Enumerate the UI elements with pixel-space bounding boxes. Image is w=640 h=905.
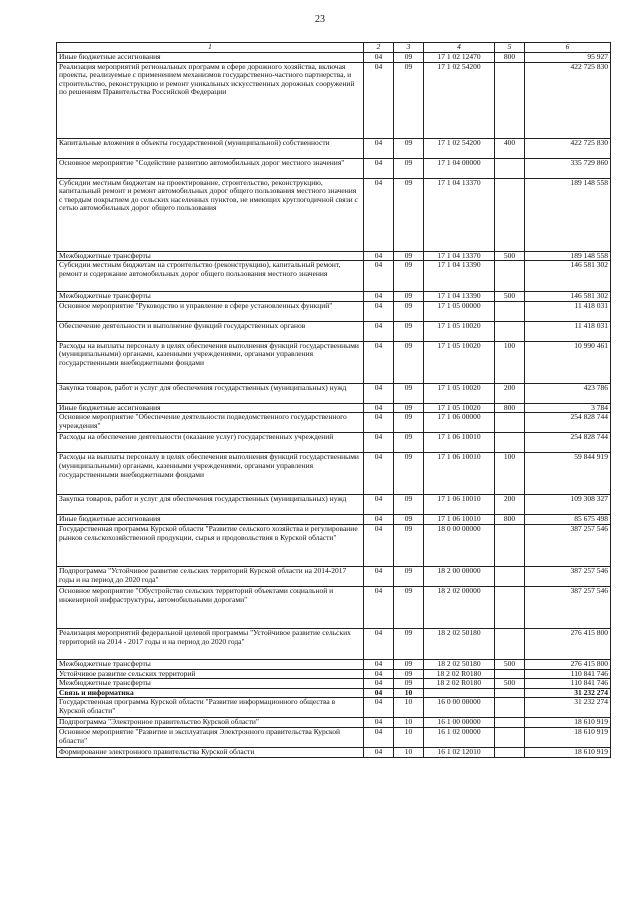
cell-expense-type: 800 bbox=[495, 403, 525, 413]
cell-amount: 18 610 919 bbox=[525, 747, 611, 757]
cell-expense-type: 200 bbox=[495, 383, 525, 403]
cell-section: 04 bbox=[364, 566, 394, 586]
cell-section: 04 bbox=[364, 679, 394, 689]
cell-amount: 276 415 800 bbox=[525, 628, 611, 659]
cell-amount: 189 148 558 bbox=[525, 178, 611, 251]
table-header-row bbox=[57, 43, 611, 53]
cell-subsection: 09 bbox=[394, 669, 424, 679]
cell-name: Подпрограмма "Электронное правительство Курской области" bbox=[57, 718, 364, 728]
cell-expense-type bbox=[495, 433, 525, 453]
cell-expense-type bbox=[495, 62, 525, 138]
cell-expense-type bbox=[495, 178, 525, 251]
table-row bbox=[57, 341, 611, 383]
cell-subsection: 10 bbox=[394, 698, 424, 718]
cell-name: Основное мероприятие "Обустройство сельских территорий объектами социальной и инженерной инфраструктуры, автомобильными дорогами" bbox=[57, 586, 364, 628]
cell-amount: 254 828 744 bbox=[525, 433, 611, 453]
cell-amount: 31 232 274 bbox=[525, 688, 611, 698]
table-row bbox=[57, 178, 611, 251]
cell-section: 04 bbox=[364, 403, 394, 413]
cell-subsection: 09 bbox=[394, 566, 424, 586]
cell-name: Основное мероприятие "Руководство и управление в сфере установленных функций" bbox=[57, 301, 364, 321]
cell-expense-type bbox=[495, 727, 525, 747]
cell-section: 04 bbox=[364, 515, 394, 525]
table-row bbox=[57, 495, 611, 515]
table-row bbox=[57, 138, 611, 158]
cell-section: 04 bbox=[364, 62, 394, 138]
cell-expense-type bbox=[495, 718, 525, 728]
cell-name: Расходы на обеспечение деятельности (оказание услуг) государственных учреждений bbox=[57, 433, 364, 453]
cell-amount: 95 927 bbox=[525, 53, 611, 63]
cell-expense-type: 100 bbox=[495, 453, 525, 495]
cell-amount: 422 725 830 bbox=[525, 62, 611, 138]
cell-amount: 276 415 800 bbox=[525, 659, 611, 669]
table-row bbox=[57, 292, 611, 302]
header-col-vr: 5 bbox=[495, 43, 525, 53]
cell-expense-type bbox=[495, 586, 525, 628]
table-row bbox=[57, 321, 611, 341]
cell-section: 04 bbox=[364, 669, 394, 679]
table-row bbox=[57, 413, 611, 433]
cell-section: 04 bbox=[364, 158, 394, 178]
cell-amount: 11 418 031 bbox=[525, 301, 611, 321]
cell-section: 04 bbox=[364, 251, 394, 261]
table-row bbox=[57, 698, 611, 718]
cell-target-article: 16 1 02 12010 bbox=[424, 747, 495, 757]
header-col-csr: 4 bbox=[424, 43, 495, 53]
cell-target-article: 17 1 06 10010 bbox=[424, 495, 495, 515]
cell-target-article: 17 1 04 00000 bbox=[424, 158, 495, 178]
cell-target-article: 17 1 02 54200 bbox=[424, 62, 495, 138]
cell-section: 04 bbox=[364, 261, 394, 292]
cell-subsection: 09 bbox=[394, 413, 424, 433]
cell-expense-type bbox=[495, 628, 525, 659]
cell-target-article: 17 1 05 10020 bbox=[424, 383, 495, 403]
cell-subsection: 09 bbox=[394, 679, 424, 689]
cell-amount: 18 610 919 bbox=[525, 727, 611, 747]
cell-expense-type: 400 bbox=[495, 138, 525, 158]
cell-subsection: 09 bbox=[394, 628, 424, 659]
cell-target-article: 18 2 02 R0180 bbox=[424, 679, 495, 689]
cell-amount: 387 257 546 bbox=[525, 524, 611, 566]
page-number: 23 bbox=[315, 14, 325, 25]
header-col-rz: 2 bbox=[364, 43, 394, 53]
cell-target-article: 17 1 05 00000 bbox=[424, 301, 495, 321]
cell-subsection: 09 bbox=[394, 524, 424, 566]
cell-subsection: 09 bbox=[394, 138, 424, 158]
cell-expense-type bbox=[495, 413, 525, 433]
cell-section: 04 bbox=[364, 341, 394, 383]
table-row bbox=[57, 566, 611, 586]
cell-name: Капитальные вложения в объекты государственной (муниципальной) собственности bbox=[57, 138, 364, 158]
cell-amount: 387 257 546 bbox=[525, 566, 611, 586]
table-row bbox=[57, 524, 611, 566]
cell-name: Межбюджетные трансферты bbox=[57, 679, 364, 689]
cell-section: 04 bbox=[364, 53, 394, 63]
cell-subsection: 09 bbox=[394, 495, 424, 515]
cell-subsection: 09 bbox=[394, 158, 424, 178]
cell-section: 04 bbox=[364, 292, 394, 302]
cell-section: 04 bbox=[364, 453, 394, 495]
table-row bbox=[57, 659, 611, 669]
cell-subsection: 09 bbox=[394, 292, 424, 302]
cell-subsection: 09 bbox=[394, 301, 424, 321]
cell-target-article: 17 1 04 13390 bbox=[424, 261, 495, 292]
cell-name: Межбюджетные трансферты bbox=[57, 659, 364, 669]
cell-section: 04 bbox=[364, 383, 394, 403]
cell-section: 04 bbox=[364, 718, 394, 728]
header-col-pr: 3 bbox=[394, 43, 424, 53]
table-row bbox=[57, 679, 611, 689]
cell-name: Закупка товаров, работ и услуг для обеспечения государственных (муниципальных) нужд bbox=[57, 495, 364, 515]
cell-name: Закупка товаров, работ и услуг для обеспечения государственных (муниципальных) нужд bbox=[57, 383, 364, 403]
cell-target-article: 17 1 04 13390 bbox=[424, 292, 495, 302]
cell-name: Основное мероприятие "Развитие и эксплуатация Электронного правительства Курской области" bbox=[57, 727, 364, 747]
cell-expense-type: 800 bbox=[495, 515, 525, 525]
cell-expense-type: 500 bbox=[495, 292, 525, 302]
cell-target-article: 17 1 06 10010 bbox=[424, 433, 495, 453]
cell-target-article: 18 2 02 R0180 bbox=[424, 669, 495, 679]
cell-amount: 146 581 302 bbox=[525, 261, 611, 292]
cell-amount: 110 841 746 bbox=[525, 679, 611, 689]
cell-subsection: 09 bbox=[394, 321, 424, 341]
cell-name: Межбюджетные трансферты bbox=[57, 251, 364, 261]
cell-subsection: 09 bbox=[394, 178, 424, 251]
cell-amount: 59 844 919 bbox=[525, 453, 611, 495]
cell-target-article: 18 2 02 50180 bbox=[424, 659, 495, 669]
cell-expense-type bbox=[495, 688, 525, 698]
cell-amount: 335 729 860 bbox=[525, 158, 611, 178]
cell-section: 04 bbox=[364, 301, 394, 321]
cell-section: 04 bbox=[364, 433, 394, 453]
cell-subsection: 09 bbox=[394, 586, 424, 628]
cell-target-article: 17 1 05 10020 bbox=[424, 321, 495, 341]
cell-target-article: 16 0 00 00000 bbox=[424, 698, 495, 718]
cell-name: Иные бюджетные ассигнования bbox=[57, 515, 364, 525]
cell-name: Субсидии местным бюджетам на строительство (реконструкцию), капитальный ремонт, ремонт и содержание автомобильных дорог общего пользования местного значения bbox=[57, 261, 364, 292]
cell-name: Государственная программа Курской области "Развитие информационного общества в Курской области" bbox=[57, 698, 364, 718]
cell-subsection: 09 bbox=[394, 659, 424, 669]
cell-subsection: 09 bbox=[394, 53, 424, 63]
cell-amount: 422 725 830 bbox=[525, 138, 611, 158]
cell-section: 04 bbox=[364, 524, 394, 566]
table-row bbox=[57, 433, 611, 453]
cell-section: 04 bbox=[364, 698, 394, 718]
cell-subsection: 09 bbox=[394, 403, 424, 413]
cell-name: Устойчивое развитие сельских территорий bbox=[57, 669, 364, 679]
table-row bbox=[57, 301, 611, 321]
cell-amount: 11 418 031 bbox=[525, 321, 611, 341]
table-row bbox=[57, 727, 611, 747]
cell-name: Расходы на выплаты персоналу в целях обеспечения выполнения функций государственными (муниципальными) органами, казенными учреждениями, органами управления государственными внебюджетными фондами bbox=[57, 341, 364, 383]
cell-subsection: 09 bbox=[394, 515, 424, 525]
cell-expense-type bbox=[495, 524, 525, 566]
budget-table bbox=[56, 42, 611, 758]
cell-expense-type: 500 bbox=[495, 251, 525, 261]
cell-subsection: 09 bbox=[394, 453, 424, 495]
cell-expense-type: 800 bbox=[495, 53, 525, 63]
cell-target-article: 17 1 06 10010 bbox=[424, 453, 495, 495]
cell-target-article: 18 2 02 50180 bbox=[424, 628, 495, 659]
cell-expense-type: 200 bbox=[495, 495, 525, 515]
cell-target-article: 17 1 04 13370 bbox=[424, 178, 495, 251]
cell-section: 04 bbox=[364, 178, 394, 251]
cell-amount: 109 308 327 bbox=[525, 495, 611, 515]
cell-target-article: 17 1 06 00000 bbox=[424, 413, 495, 433]
table-row bbox=[57, 261, 611, 292]
cell-section: 04 bbox=[364, 688, 394, 698]
cell-amount: 10 990 461 bbox=[525, 341, 611, 383]
cell-target-article: 17 1 05 10020 bbox=[424, 341, 495, 383]
cell-target-article: 18 0 00 00000 bbox=[424, 524, 495, 566]
cell-name: Связь и информатика bbox=[57, 688, 364, 698]
cell-subsection: 09 bbox=[394, 433, 424, 453]
table-row bbox=[57, 747, 611, 757]
cell-target-article: 18 2 02 00000 bbox=[424, 586, 495, 628]
cell-subsection: 10 bbox=[394, 688, 424, 698]
cell-section: 04 bbox=[364, 727, 394, 747]
cell-expense-type bbox=[495, 698, 525, 718]
cell-amount: 3 784 bbox=[525, 403, 611, 413]
cell-expense-type bbox=[495, 261, 525, 292]
cell-amount: 423 786 bbox=[525, 383, 611, 403]
cell-expense-type bbox=[495, 566, 525, 586]
cell-amount: 254 828 744 bbox=[525, 413, 611, 433]
cell-section: 04 bbox=[364, 586, 394, 628]
cell-section: 04 bbox=[364, 413, 394, 433]
table-row bbox=[57, 718, 611, 728]
cell-target-article: 18 2 00 00000 bbox=[424, 566, 495, 586]
cell-name: Основное мероприятие "Содействие развитию автомобильных дорог местного значения" bbox=[57, 158, 364, 178]
cell-target-article: 17 1 06 10010 bbox=[424, 515, 495, 525]
cell-target-article: 16 1 00 00000 bbox=[424, 718, 495, 728]
table-row bbox=[57, 62, 611, 138]
cell-amount: 31 232 274 bbox=[525, 698, 611, 718]
cell-name: Формирование электронного правительства Курской области bbox=[57, 747, 364, 757]
cell-subsection: 09 bbox=[394, 251, 424, 261]
cell-target-article: 16 1 02 00000 bbox=[424, 727, 495, 747]
table-row bbox=[57, 383, 611, 403]
cell-expense-type bbox=[495, 747, 525, 757]
cell-name: Межбюджетные трансферты bbox=[57, 292, 364, 302]
table-row bbox=[57, 53, 611, 63]
table-row bbox=[57, 628, 611, 659]
cell-expense-type: 500 bbox=[495, 679, 525, 689]
cell-section: 04 bbox=[364, 138, 394, 158]
cell-subsection: 09 bbox=[394, 261, 424, 292]
cell-amount: 146 581 302 bbox=[525, 292, 611, 302]
cell-section: 04 bbox=[364, 747, 394, 757]
cell-amount: 85 675 498 bbox=[525, 515, 611, 525]
cell-section: 04 bbox=[364, 321, 394, 341]
header-col-name: 1 bbox=[57, 43, 364, 53]
cell-subsection: 09 bbox=[394, 341, 424, 383]
cell-name: Подпрограмма "Устойчивое развитие сельских территорий Курской области на 2014-2017 годы и на период до 2020 года" bbox=[57, 566, 364, 586]
cell-expense-type: 500 bbox=[495, 659, 525, 669]
cell-target-article: 17 1 02 12470 bbox=[424, 53, 495, 63]
cell-expense-type bbox=[495, 301, 525, 321]
cell-name: Реализация мероприятий федеральной целевой программы "Устойчивое развитие сельских территорий на 2014 - 2017 годы и на период до 2020 года" bbox=[57, 628, 364, 659]
table-row bbox=[57, 158, 611, 178]
cell-name: Иные бюджетные ассигнования bbox=[57, 53, 364, 63]
cell-target-article: 17 1 04 13370 bbox=[424, 251, 495, 261]
cell-name: Расходы на выплаты персоналу в целях обеспечения выполнения функций государственными (муниципальными) органами, казенными учреждениями, органами управления государственными внебюджетными фондами bbox=[57, 453, 364, 495]
header-col-sum: 6 bbox=[525, 43, 611, 53]
cell-name: Иные бюджетные ассигнования bbox=[57, 403, 364, 413]
cell-subsection: 10 bbox=[394, 718, 424, 728]
cell-amount: 189 148 558 bbox=[525, 251, 611, 261]
cell-subsection: 09 bbox=[394, 383, 424, 403]
cell-expense-type bbox=[495, 321, 525, 341]
cell-name: Обеспечение деятельности и выполнение функций государственных органов bbox=[57, 321, 364, 341]
cell-target-article: 17 1 05 10020 bbox=[424, 403, 495, 413]
cell-amount: 387 257 546 bbox=[525, 586, 611, 628]
cell-expense-type bbox=[495, 158, 525, 178]
cell-subsection: 09 bbox=[394, 62, 424, 138]
table-row bbox=[57, 453, 611, 495]
cell-name: Субсидии местным бюджетам на проектирование, строительство, реконструкцию, капитальный ремонт и ремонт автомобильных дорог общего пользования местного значения с твердым покрытием до сельских населенных пунктов, не имеющих круглогодичной связи с сетью автомобильных дорог общего пользования bbox=[57, 178, 364, 251]
cell-subsection: 10 bbox=[394, 747, 424, 757]
cell-name: Реализация мероприятий региональных программ в сфере дорожного хозяйства, включая проекты, реализуемые с применением механизмов государственно-частного партнерства, и строительство, реконструкцию и ремонт уникальных искусственных дорожных сооружений по решениям Правительства Российской Федерации bbox=[57, 62, 364, 138]
table-row bbox=[57, 586, 611, 628]
cell-name: Государственная программа Курской области "Развитие сельского хозяйства и регулирование рынков сельскохозяйственной продукции, сырья и продовольствия в Курской области" bbox=[57, 524, 364, 566]
cell-amount: 18 610 919 bbox=[525, 718, 611, 728]
cell-expense-type: 100 bbox=[495, 341, 525, 383]
cell-section: 04 bbox=[364, 495, 394, 515]
cell-amount: 110 841 746 bbox=[525, 669, 611, 679]
cell-subsection: 10 bbox=[394, 727, 424, 747]
cell-name: Основное мероприятие "Обеспечение деятельности подведомственного государственного учреждения" bbox=[57, 413, 364, 433]
cell-target-article: 17 1 02 54200 bbox=[424, 138, 495, 158]
cell-section: 04 bbox=[364, 628, 394, 659]
cell-section: 04 bbox=[364, 659, 394, 669]
